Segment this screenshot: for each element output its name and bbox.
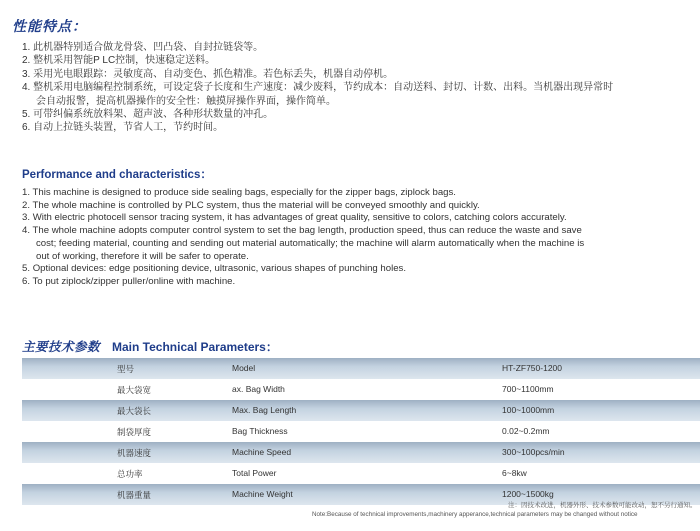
param-en: Machine Weight bbox=[232, 489, 293, 499]
param-cn: 型号 bbox=[117, 364, 135, 374]
list-item: 3. 采用光电眼跟踪：灵敏度高、自动变色、抓色精准。若色标丢失，机器自动停机。 bbox=[22, 68, 394, 80]
table-row bbox=[22, 358, 700, 379]
param-value: HT-ZF750-1200 bbox=[502, 363, 562, 373]
features-en-list bbox=[22, 187, 584, 289]
param-cn: 机器重量 bbox=[117, 490, 152, 500]
param-value: 100~1000mm bbox=[502, 405, 555, 415]
param-en: ax. Bag Width bbox=[232, 384, 285, 394]
list-item: 2. The whole machine is controlled by PLC system, thus the material will be conveyed smoothly and quickly. bbox=[22, 199, 480, 211]
list-item: 5. 可带纠偏系统放料架、超声波、各种形状数量的冲孔。 bbox=[22, 109, 274, 121]
params-table bbox=[22, 358, 700, 505]
features-en-title: Performance and characteristics： bbox=[22, 169, 212, 181]
param-value: 700~1100mm bbox=[502, 384, 554, 394]
features-cn-list bbox=[22, 41, 613, 135]
note-cn: 注：因技术改进，机器外形、技术参数可能改动，恕不另行通知。 bbox=[508, 502, 697, 509]
table-row bbox=[22, 400, 700, 421]
list-item: 2. 整机采用智能P LC控制，快速稳定送料。 bbox=[22, 55, 216, 67]
param-cn: 最大袋长 bbox=[117, 406, 152, 416]
list-item: 1. This machine is designed to produce side sealing bags, especially for the zipper bags, ziplock bags. bbox=[22, 187, 456, 198]
list-item: 4. The whole machine adopts computer control system to set the bag length, production speed, thus can reduce the waste and save cost; feeding material, counting and sending out material automatically; the machine will alarm automatically when the machine is out of working, therefore it will be safer to operate. bbox=[22, 225, 585, 262]
param-value: 6~8kw bbox=[502, 468, 527, 478]
params-title-en: Main Technical Parameters： bbox=[112, 340, 278, 354]
param-en: Total Power bbox=[232, 468, 277, 478]
table-row bbox=[22, 421, 700, 442]
table-row bbox=[22, 442, 700, 463]
param-en: Model bbox=[232, 363, 256, 373]
features-cn-title: 性能特点： bbox=[12, 18, 87, 34]
param-value: 300~100pcs/min bbox=[502, 447, 565, 457]
param-en: Bag Thickness bbox=[232, 426, 288, 436]
param-cn: 制袋厚度 bbox=[117, 427, 152, 437]
param-value: 1200~1500kg bbox=[502, 489, 554, 499]
table-row bbox=[22, 463, 700, 484]
params-title bbox=[22, 337, 278, 356]
list-item: 4. 整机采用电脑编程控制系统，可设定袋子长度和生产速度：减少废料，节约成本：自动送料、封切、计数、出料。当机器出现异常时 会自动报警，提高机器操作的安全性：触摸屏操作界面，操作简单。 bbox=[22, 82, 614, 107]
param-en: Machine Speed bbox=[232, 447, 292, 457]
list-item: 3. With electric photocell sensor tracing system, it has advantages of great quality, sensitive to colors, catching colors accurately. bbox=[22, 212, 567, 224]
list-item: 5. Optional devices: edge positioning device, ultrasonic, various shapes of punching holes. bbox=[22, 263, 407, 275]
param-value: 0.02~0.2mm bbox=[502, 426, 550, 436]
note-en: Note:Because of technical improvements,machinery apperance,technical parameters may be changed without notice bbox=[312, 511, 638, 518]
list-item: 1. 此机器特别适合做龙骨袋、凹凸袋、自封拉链袋等。 bbox=[22, 42, 264, 53]
param-en: Max. Bag Length bbox=[232, 405, 297, 415]
table-row bbox=[22, 379, 700, 400]
param-cn: 最大袋宽 bbox=[117, 385, 152, 395]
param-cn: 机器速度 bbox=[117, 448, 152, 458]
param-cn: 总功率 bbox=[117, 469, 143, 479]
list-item: 6. To put ziplock/zipper puller/online with machine. bbox=[22, 275, 236, 287]
params-title-cn: 主要技术参数 bbox=[22, 340, 101, 354]
list-item: 6. 自动上拉链头装置，节省人工，节约时间。 bbox=[22, 122, 224, 134]
